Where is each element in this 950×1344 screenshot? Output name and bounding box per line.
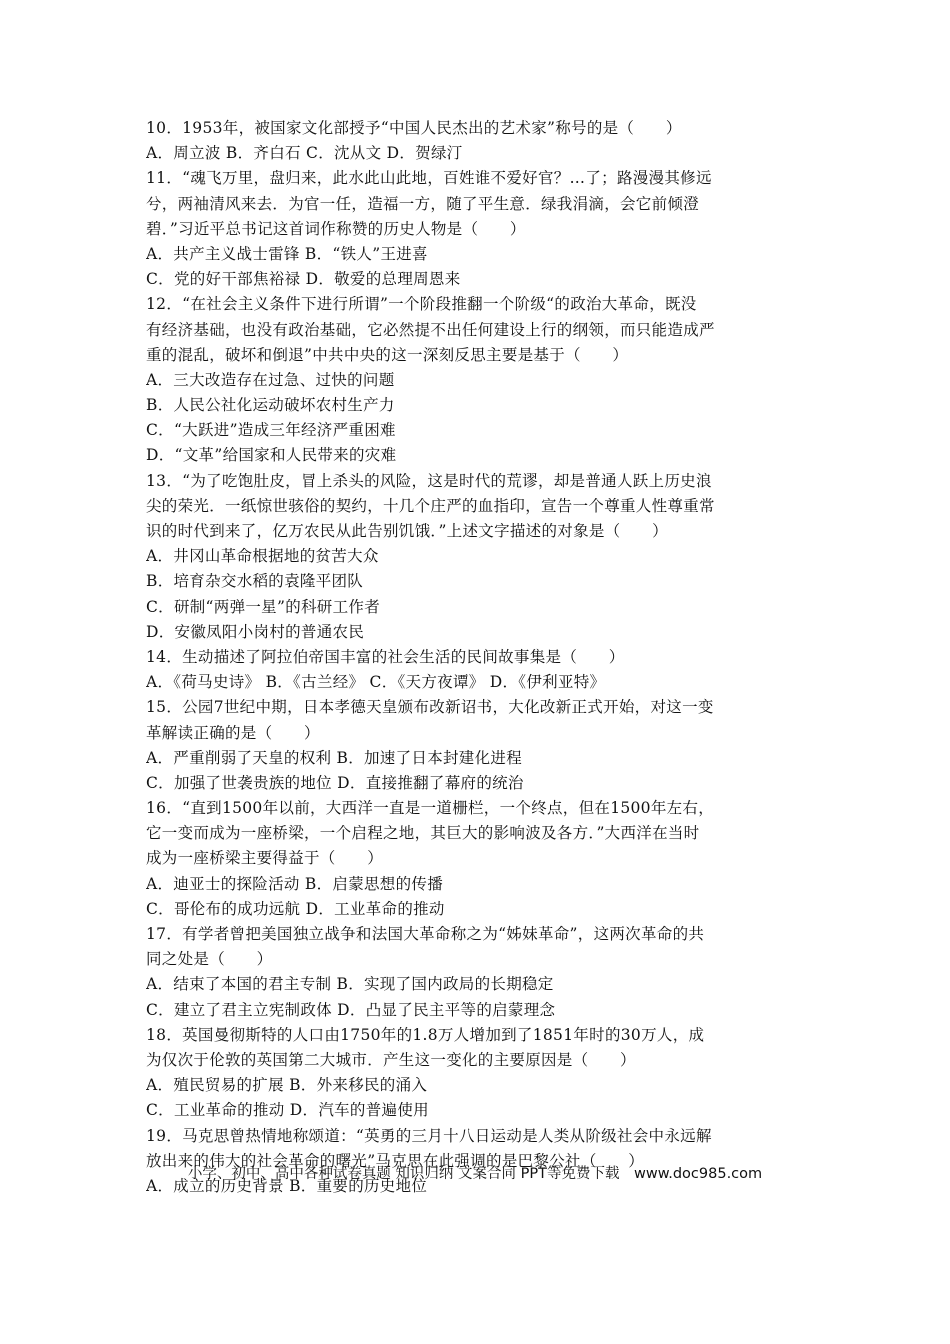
text-line: 它一变而成为一座桥梁，一个启程之地，其巨大的影响波及各方．”大西洋在当时 xyxy=(146,824,700,843)
text-line: 13．“为了吃饱肚皮，冒上杀头的风险，这是时代的荒谬，却是普通人跃上历史浪 xyxy=(146,471,712,490)
text-line: 尖的荣光．一纸惊世骇俗的契约，十几个庄严的血指印，宣告一个尊重人性尊重常 xyxy=(146,496,715,515)
text-line: C．党的好干部焦裕禄 D．敬爱的总理周恩来 xyxy=(146,270,461,289)
text-line: C．“大跃进”造成三年经济严重困难 xyxy=(146,421,396,440)
text-line: A．井冈山革命根据地的贫苦大众 xyxy=(146,547,379,566)
text-line: 16．“直到1500年以前，大西洋一直是一道栅栏，一个终点，但在1500年左右， xyxy=(146,799,715,818)
text-line: 12．“在社会主义条件下进行所谓”一个阶段推翻一个阶级“的政治大革命，既没 xyxy=(146,295,697,314)
text-line: B．培育杂交水稻的袁隆平团队 xyxy=(146,572,364,591)
text-line: A．迪亚士的探险活动 B．启蒙思想的传播 xyxy=(146,874,444,893)
text-line: 同之处是（ ） xyxy=(146,950,273,969)
text-line: C．哥伦布的成功远航 D．工业革命的推动 xyxy=(146,899,445,918)
text-line: C．建立了君主立宪制政体 D．凸显了民主平等的启蒙理念 xyxy=(146,1000,556,1019)
text-line: 18．英国曼彻斯特的人口由1750年的1.8万人增加到了1851年时的30万人，成 xyxy=(146,1025,705,1044)
text-line: A．《荷马史诗》 B．《古兰经》 C．《天方夜谭》 D．《伊利亚特》 xyxy=(146,673,606,692)
text-line: 革解读正确的是（ ） xyxy=(146,723,320,742)
text-line: C．工业革命的推动 D．汽车的普遍使用 xyxy=(146,1101,429,1120)
text-line: 识的时代到来了，亿万农民从此告别饥饿．”上述文字描述的对象是（ ） xyxy=(146,522,668,540)
text-line: 成为一座桥梁主要得益于（ ） xyxy=(146,849,384,868)
text-line: 17．有学者曾把美国独立战争和法国大革命称之为“姊妹革命”，这两次革命的共 xyxy=(146,925,705,943)
text-line: 19．马克思曾热情地称颂道：“英勇的三月十八日运动是人类从阶级社会中永远解 xyxy=(146,1126,712,1145)
text-line: 11．“魂飞万里，盘归来，此水此山此地，百姓谁不爱好官？…了；路漫漫其修远 xyxy=(146,169,712,188)
page-footer: 小学、初中、高中各种试卷真题 知识归纳 文案合同 PPT等免费下载 www.doc985.com xyxy=(187,1166,763,1182)
text-line: A．严重削弱了天皇的权利 B．加速了日本封建化进程 xyxy=(146,748,523,767)
text-line: 15．公园7世纪中期，日本孝德天皇颁布改新诏书，大化改新正式开始，对这一变 xyxy=(146,698,714,717)
text-line: 重的混乱，破坏和倒退”中共中央的这一深刻反思主要是基于（ ） xyxy=(146,345,629,364)
text-line: A．周立波 B．齐白石 C．沈从文 D．贺绿汀 xyxy=(146,144,463,163)
text-line: A．共产主义战士雷锋 B．“铁人”王进喜 xyxy=(146,244,428,263)
text-line: C．加强了世袭贵族的地位 D．直接推翻了幕府的统治 xyxy=(146,773,524,792)
text-line: 14．生动描述了阿拉伯帝国丰富的社会生活的民间故事集是（ ） xyxy=(146,647,625,666)
text-line: 10．1953年，被国家文化部授予“中国人民杰出的艺术家”称号的是（ ） xyxy=(146,119,682,137)
text-line: 放出来的伟大的社会革命的曙光”马克思在此强调的是巴黎公社（ ） xyxy=(146,1151,645,1170)
text-line: 兮，两袖清风来去．为官一任，造福一方，随了平生意．绿我涓滴，会它前倾澄 xyxy=(146,194,700,213)
text-line: 为仅次于伦敦的英国第二大城市．产生这一变化的主要原因是（ ） xyxy=(146,1050,636,1069)
text-line: C．研制“两弹一星”的科研工作者 xyxy=(146,597,381,616)
text-line: A．殖民贸易的扩展 B．外来移民的涌入 xyxy=(146,1076,428,1095)
document-body xyxy=(146,116,810,1199)
text-line: 有经济基础，也没有政治基础，它必然提不出任何建设上行的纲领，而只能造成严 xyxy=(146,320,715,339)
text-line: A．结束了本国的君主专制 B．实现了国内政局的长期稳定 xyxy=(146,975,554,994)
text-line: A．三大改造存在过急、过快的问题 xyxy=(146,370,395,389)
text-line: D．安徽凤阳小岗村的普通农民 xyxy=(146,622,365,641)
text-line: D．“文革”给国家和人民带来的灾难 xyxy=(146,446,397,465)
text-line: A．成立的历史背景 B．重要的历史地位 xyxy=(146,1176,428,1195)
text-line: 碧．”习近平总书记这首词作称赞的历史人物是（ ） xyxy=(146,219,526,238)
text-line: B．人民公社化运动破坏农村生产力 xyxy=(146,396,395,415)
